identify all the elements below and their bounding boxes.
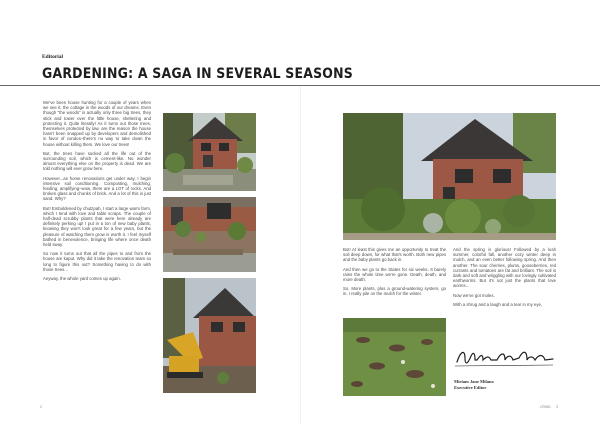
paragraph: And then we go to the States for six weeks. It barely rains the whole time we're gone. Death, death, and more death. [343, 266, 446, 283]
paragraph: However...as home renovations get under way, I begin intensive soil conditioning. Composting, mulching, feeding, amplifying–wow, there are a LOT of rocks. And broken glass and chunks of brick. And a lot of this is just sand. Why? [43, 175, 151, 202]
paragraph: We've been house hunting for a couple of years when we see it, the cottage in the woods of our dreams. Even though "the woods" is actually only three big trees, they stick and tower over the little house, sheltering and protecting it. Quite literally! As it turns out those trees, themselves protected by law, are the reason the house hasn't been snapped up by developers and demolished in favor of condos–there's no way to take down the house without killing them. We love our trees! [43, 100, 151, 147]
headline: GARDENING: A SAGA IN SEVERAL SEASONS [42, 64, 353, 82]
paragraph: But! Emboldened by chutzpah, I start a large warm farm, which I tend with love and table scraps. The couple of half-dead scrubby plants that were here already are definitely perking up! I put in a ton of new baby plants, knowing they won't look great for a few years, but the pleasure of watching them grow is worth it. I feel myself bathed in benevolence, bringing life where once death held sway. [43, 205, 151, 248]
paragraph: And the spring is glorious! Followed by a lush summer, colorful fall, another cozy winter deep in mulch, and an even better following spring. And then another. The sour cherries, plums, gooseberries, red currants and tomatoes are fat and brilliant. The soil is dark and soft and wriggling with our lovingly cultivated earthworms. But it's not just the plants that love worms... [453, 247, 556, 289]
garden-bed-photo [163, 197, 256, 272]
folio-right: 3 [556, 405, 558, 409]
right-text-column [453, 247, 556, 311]
section-label: Editorial [42, 54, 64, 60]
signature-image [453, 344, 556, 372]
paragraph: But, the trees have sucked all the life out of the surrounding soil, which is cement-like. No wonder almost everything else on the property is dead. We are told nothing will ever grow here. [43, 150, 151, 172]
garden-front-photo [343, 113, 556, 240]
folio-left: 2 [40, 405, 42, 409]
middle-text-column [343, 247, 446, 301]
spine-gutter [300, 86, 301, 424]
byline-name: Miriam Jane Milano [454, 379, 494, 384]
paragraph: Now we've got moles. [453, 292, 495, 298]
house-photo-1 [163, 113, 256, 191]
folio-right-label: CRWD [540, 405, 551, 409]
excavator-photo [163, 278, 256, 393]
paragraph: But! At least this gives me an opportunity to treat the soil deep down, for what that's worth. Both new pipes and the baby plants go back in. [343, 247, 446, 263]
paragraph: Anyway, the whole yard comes up again. [43, 276, 121, 282]
left-text-column [43, 100, 151, 285]
paragraph: So now it turns out that all the pipes to and from the house are kaput. Why did it take the renovation team so long to figure this out? Something having to do with those trees... [43, 251, 151, 272]
paragraph: So. More plants, plus a ground-watering system, go in. I really pile on the mulch for the winter. [343, 286, 446, 297]
mole-hill-photo [343, 318, 446, 396]
paragraph: With a shrug and a laugh and a tear in my eye, [453, 301, 543, 307]
byline-title: Executive Editor [454, 385, 487, 390]
